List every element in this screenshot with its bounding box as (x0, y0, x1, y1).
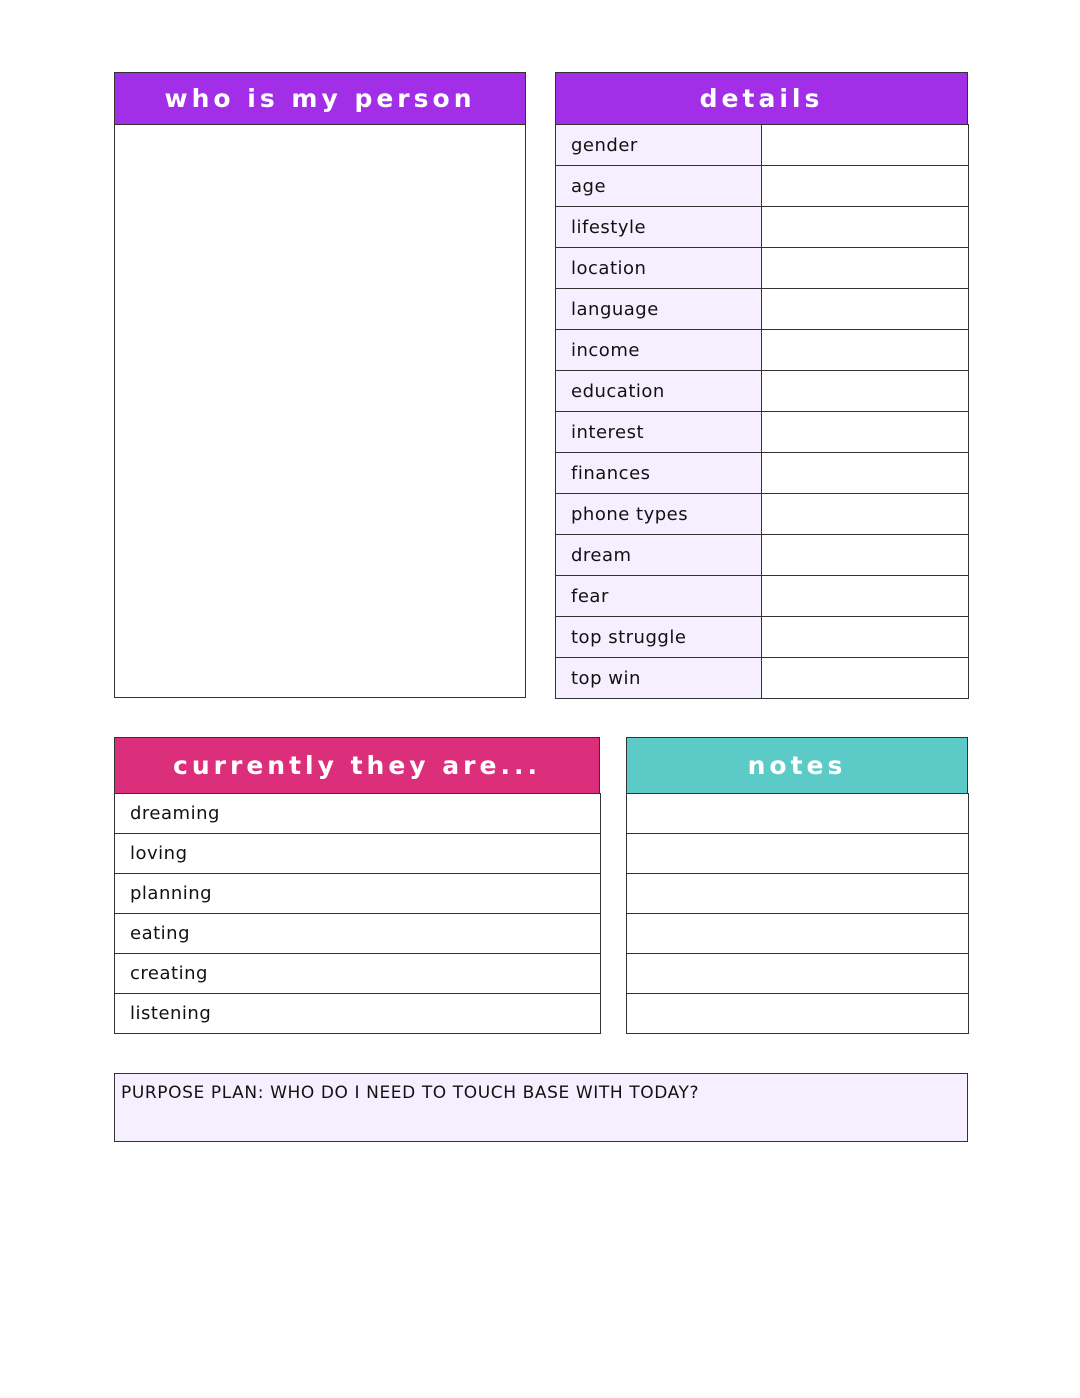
details-label: language (556, 289, 762, 330)
notes-row (627, 874, 969, 914)
details-row (556, 207, 969, 248)
details-value-field[interactable] (762, 576, 969, 617)
current-row (115, 834, 601, 874)
details-label: phone types (556, 494, 762, 535)
current-item: loving (115, 834, 601, 874)
current-item: creating (115, 954, 601, 994)
current-item: eating (115, 914, 601, 954)
current-header (114, 737, 600, 794)
details-label: finances (556, 453, 762, 494)
details-label: top win (556, 658, 762, 699)
details-row (556, 617, 969, 658)
details-label: fear (556, 576, 762, 617)
details-label: location (556, 248, 762, 289)
details-value-field[interactable] (762, 371, 969, 412)
details-row (556, 535, 969, 576)
current-item: planning (115, 874, 601, 914)
details-row (556, 330, 969, 371)
notes-row (627, 954, 969, 994)
details-label: dream (556, 535, 762, 576)
details-value-field[interactable] (762, 453, 969, 494)
details-value-field[interactable] (762, 207, 969, 248)
details-value-field[interactable] (762, 658, 969, 699)
details-value-field[interactable] (762, 125, 969, 166)
current-row (115, 954, 601, 994)
details-row (556, 412, 969, 453)
notes-line-field[interactable] (627, 834, 969, 874)
details-label: age (556, 166, 762, 207)
person-title: who is my person (164, 84, 476, 113)
notes-table (626, 793, 969, 1034)
current-row (115, 874, 601, 914)
purpose-plan-box[interactable] (114, 1073, 968, 1142)
details-value-field[interactable] (762, 412, 969, 453)
details-label: income (556, 330, 762, 371)
current-item: dreaming (115, 794, 601, 834)
details-row (556, 494, 969, 535)
notes-line-field[interactable] (627, 994, 969, 1034)
purpose-plan-label: PURPOSE PLAN: WHO DO I NEED TO TOUCH BASE WITH TODAY? (121, 1083, 700, 1103)
details-row (556, 371, 969, 412)
details-label: lifestyle (556, 207, 762, 248)
details-value-field[interactable] (762, 330, 969, 371)
current-title: currently they are... (173, 751, 541, 780)
person-box[interactable] (114, 124, 526, 698)
notes-line-field[interactable] (627, 954, 969, 994)
details-value-field[interactable] (762, 617, 969, 658)
notes-title: notes (747, 751, 847, 780)
notes-row (627, 994, 969, 1034)
current-row (115, 914, 601, 954)
details-label: gender (556, 125, 762, 166)
details-label: interest (556, 412, 762, 453)
details-row (556, 166, 969, 207)
details-table (555, 124, 969, 699)
details-row (556, 125, 969, 166)
details-label: education (556, 371, 762, 412)
details-value-field[interactable] (762, 166, 969, 207)
notes-row (627, 834, 969, 874)
details-value-field[interactable] (762, 248, 969, 289)
current-table (114, 793, 601, 1034)
current-row (115, 994, 601, 1034)
details-value-field[interactable] (762, 289, 969, 330)
notes-line-field[interactable] (627, 874, 969, 914)
details-title: details (699, 84, 824, 113)
details-label: top struggle (556, 617, 762, 658)
notes-header (626, 737, 968, 794)
notes-line-field[interactable] (627, 794, 969, 834)
details-row (556, 453, 969, 494)
details-value-field[interactable] (762, 535, 969, 576)
current-row (115, 794, 601, 834)
details-row (556, 576, 969, 617)
person-header (114, 72, 526, 125)
details-value-field[interactable] (762, 494, 969, 535)
notes-line-field[interactable] (627, 914, 969, 954)
details-header (555, 72, 968, 125)
notes-row (627, 794, 969, 834)
notes-row (627, 914, 969, 954)
details-row (556, 289, 969, 330)
current-item: listening (115, 994, 601, 1034)
details-row (556, 658, 969, 699)
details-row (556, 248, 969, 289)
